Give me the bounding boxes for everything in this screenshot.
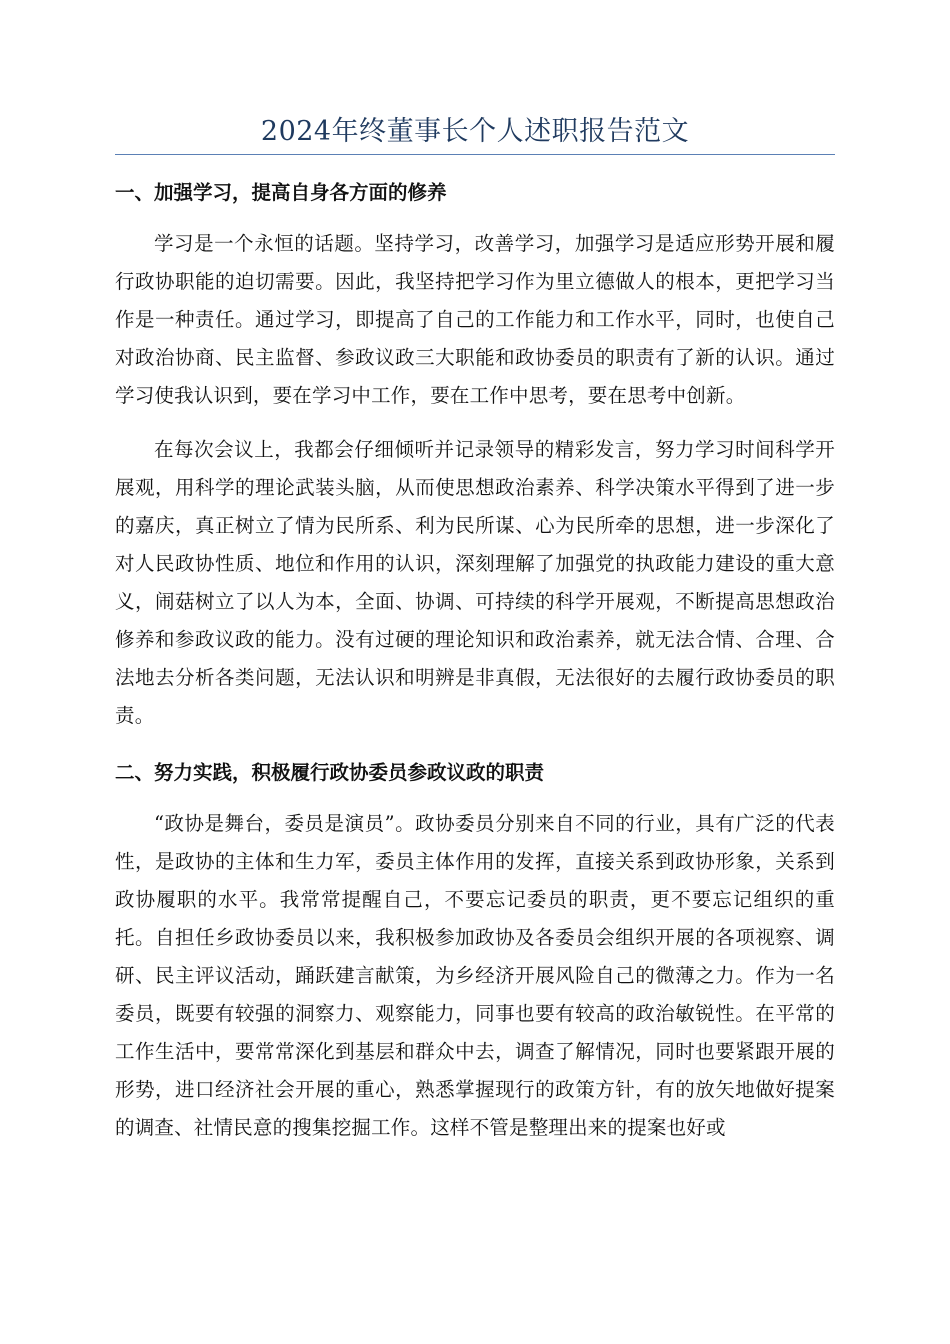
title-underline: [115, 154, 835, 155]
document-page: [115, 112, 835, 1147]
section-1-paragraph-2: 在每次会议上，我都会仔细倾听并记录领导的精彩发言，努力学习时间科学开展观，用科学的理论武装头脑，从而使思想政治素养、科学决策水平得到了进一步的嘉庆，真正树立了情为民所系、利为民所谋、心为民所牵的思想，进一步深化了对人民政协性质、地位和作用的认识，深刻理解了加强党的执政能力建设的重大意义，闹菇树立了以人为本，全面、协调、可持续的科学开展观，不断提高思想政治修养和参政议政的能力。没有过硬的理论知识和政治素养，就无法合情、合理、合法地去分析各类问题，无法认识和明辨是非真假，无法很好的去履行政协委员的职责。: [115, 438, 835, 727]
section-heading-2: 二、努力实践，积极履行政协委员参政议政的职责: [115, 761, 545, 784]
section-2-paragraph-1: “政协是舞台，委员是演员”。政协委员分别来自不同的行业，具有广泛的代表性，是政协的主体和生力军，委员主体作用的发挥，直接关系到政协形象，关系到政协履职的水平。我常常提醒自己，不要忘记委员的职责，更不要忘记组织的重托。自担任乡政协委员以来，我积极参加政协及各委员会组织开展的各项视察、调研、民主评议活动，踊跃建言献策，为乡经济开展风险自己的微薄之力。作为一名委员，既要有较强的洞察力、观察能力，同事也要有较高的政治敏锐性。在平常的工作生活中，要常常深化到基层和群众中去，调查了解情况，同时也要紧跟开展的形势，进口经济社会开展的重心，熟悉掌握现行的政策方针，有的放矢地做好提案的调查、社情民意的搜集挖掘工作。这样不管是整理出来的提案也好或: [115, 812, 835, 1139]
section-heading-1: 一、加强学习，提高自身各方面的修养: [115, 181, 447, 204]
document-title: 2024年终董事长个人述职报告范文: [260, 116, 690, 147]
section-1-paragraph-1: 学习是一个永恒的话题。坚持学习，改善学习，加强学习是适应形势开展和履行政协职能的迫切需要。因此，我坚持把学习作为里立德做人的根本，更把学习当作是一种责任。通过学习，即提高了自己的工作能力和工作水平，同时，也使自己对政治协商、民主监督、参政议政三大职能和政协委员的职责有了新的认识。通过学习使我认识到，要在学习中工作，要在工作中思考，要在思考中创新。: [115, 232, 835, 407]
